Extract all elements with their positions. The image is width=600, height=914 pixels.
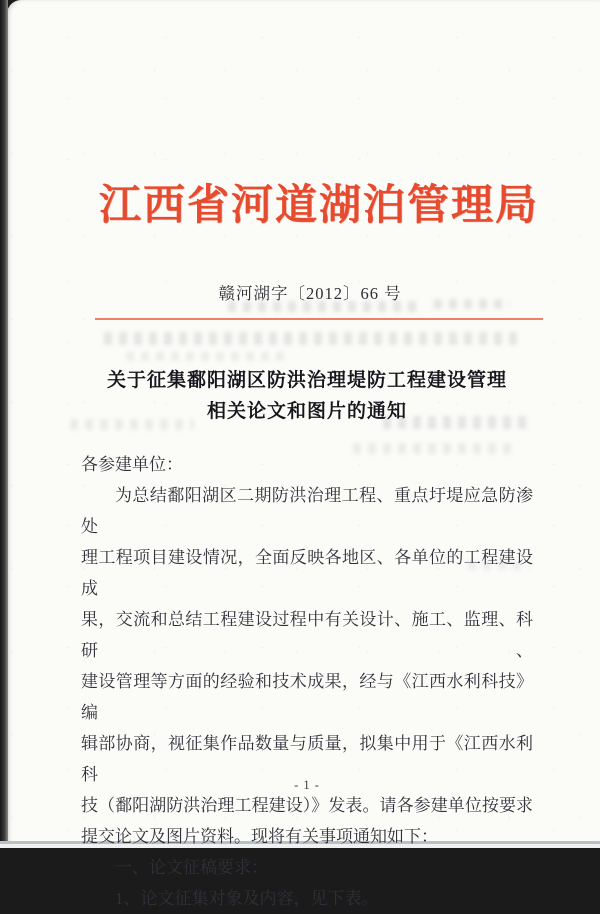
red-separator-rule [95, 318, 543, 320]
notice-body [81, 449, 533, 914]
agency-masthead: 江西省河道湖泊管理局 [98, 183, 539, 229]
notice-title-line1: 关于征集鄱阳湖区防洪治理堤防工程建设管理 [106, 370, 507, 391]
body-line: 建设管理等方面的经验和技术成果，经与《江西水利科技》编 [81, 672, 533, 722]
section-heading: 一、论文征稿要求： [115, 858, 268, 877]
body-line: 辑部协商，视征集作品数量与质量，拟集中用于《江西水利科 [81, 734, 533, 784]
body-line: 1、论文征集对象及内容，见下表。 [115, 889, 379, 908]
body-line: 理工程项目建设情况，全面反映各地区、各单位的工程建设成 [81, 548, 533, 598]
body-line: 技（鄱阳湖防洪治理工程建设）》发表。请各参建单位按要求 [81, 796, 533, 815]
bleedthrough-smudge [104, 332, 518, 345]
body-line: 提交论文及图片资料。现将有关事项通知如下： [81, 827, 438, 846]
notice-title [81, 365, 533, 427]
body-line: 果，交流和总结工程建设过程中有关设计、施工、监理、科研、 [81, 610, 533, 660]
notice-title-line2: 相关论文和图片的通知 [206, 401, 407, 422]
document-number: 赣河湖字〔2012〕66 号 [218, 284, 402, 303]
body-line: 为总结鄱阳湖区二期防洪治理工程、重点圩堤应急防渗处 [81, 486, 533, 536]
salutation: 各参建单位： [81, 455, 183, 474]
bleedthrough-smudge [126, 352, 284, 361]
page-number: - 1 - [294, 778, 320, 792]
scan-left-edge [0, 0, 8, 848]
